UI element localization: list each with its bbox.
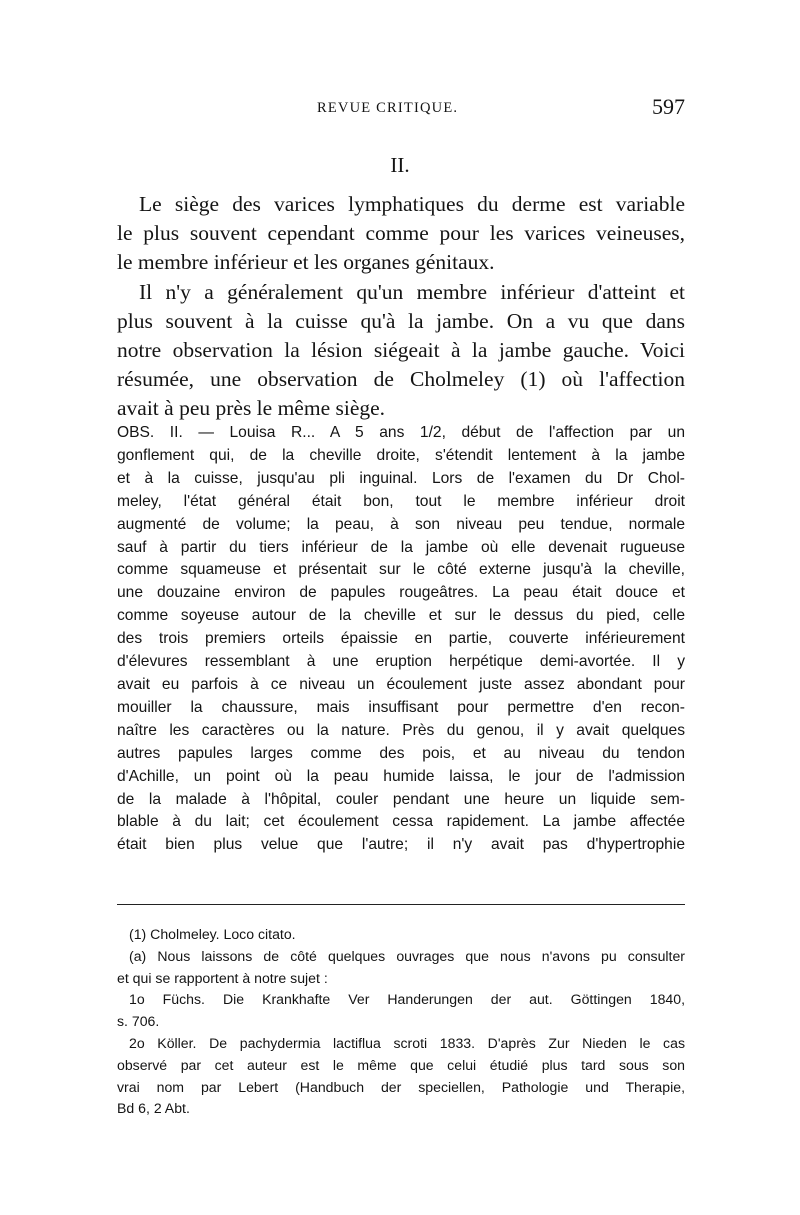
footnote-line: Bd 6, 2 Abt.	[117, 1100, 190, 1117]
body-line: Le siège des varices lymphatiques du derme est variable	[139, 192, 685, 216]
observation-line: avait eu parfois à ce niveau un écoulement juste assez abondant pour	[117, 675, 685, 693]
observation-line: comme squameuse et présentait sur le côté externe jusqu'à la cheville,	[117, 561, 685, 579]
observation-line: mouiller la chaussure, mais insuffisant pour permettre d'en recon-	[117, 698, 685, 716]
observation-line: naître les caractères ou la nature. Près du genou, il y avait quelques	[117, 721, 685, 739]
footnote-line: (a) Nous laissons de côté quelques ouvrages que nous n'avons pu consulter	[129, 947, 685, 964]
body-line: le plus souvent cependant comme pour les varices veineuses,	[117, 221, 685, 246]
observation-line: des trois premiers orteils épaissie en partie, couverte inférieurement	[117, 630, 685, 648]
body-line: le membre inférieur et les organes génitaux.	[117, 250, 495, 275]
body-line: avait à peu près le même siège.	[117, 396, 386, 421]
observation-line: OBS. II. — Louisa R... A 5 ans 1/2, début de l'affection par un	[117, 424, 685, 441]
observation-line: de la malade à l'hôpital, couler pendant une heure un liquide sem-	[117, 790, 685, 808]
observation-line: était bien plus velue que l'autre; il n'y avait pas d'hypertrophie	[117, 836, 685, 854]
observation-line: autres papules larges comme des pois, et au niveau du tendon	[117, 744, 685, 762]
body-line: plus souvent à la cuisse qu'à la jambe. On a vu que dans	[117, 308, 685, 333]
observation-line: meley, l'état général était bon, tout le membre inférieur droit	[117, 492, 685, 510]
page-number: 597	[652, 94, 685, 119]
footnote-line: (1) Cholmeley. Loco citato.	[129, 926, 296, 942]
footnote-separator	[117, 904, 685, 905]
observation-line: et à la cuisse, jusqu'au pli inguinal. Lors de l'examen du Dr Chol-	[117, 469, 685, 487]
observation-line: comme soyeuse autour de la cheville et sur le dessus du pied, celle	[117, 607, 685, 625]
observation-line: une douzaine environ de papules rougeâtres. La peau était douce et	[117, 584, 685, 602]
page-header	[117, 96, 685, 124]
observation-line: d'élevures ressemblant à une eruption herpétique demi-avortée. Il y	[117, 653, 685, 671]
footnote-line: vrai nom par Lebert (Handbuch der speciellen, Pathologie und Therapie,	[117, 1078, 685, 1095]
section-heading: II.	[390, 153, 410, 177]
footnote-line: s. 706.	[117, 1013, 160, 1030]
footnote-line: observé par cet auteur est le même que celui étudié plus tard sous son	[117, 1056, 685, 1073]
body-line: notre observation la lésion siégeait à la jambe gauche. Voici	[117, 338, 685, 363]
observation-line: d'Achille, un point où la peau humide laissa, le jour de l'admission	[117, 767, 685, 785]
running-head: REVUE CRITIQUE.	[317, 100, 459, 116]
body-line: résumée, une observation de Cholmeley (1) où l'affection	[117, 367, 685, 392]
observation-line: blable à du lait; cet écoulement cessa rapidement. La jambe affectée	[117, 813, 685, 831]
footnotes	[117, 924, 685, 1120]
observation-line: augmenté de volume; la peau, à son niveau peu tendue, normale	[117, 515, 685, 533]
observation-line: gonflement qui, de la cheville droite, s'étendit lentement à la jambe	[117, 446, 685, 464]
footnote-line: 1o Füchs. Die Krankhafte Ver Handerungen der aut. Göttingen 1840,	[129, 991, 685, 1008]
footnote-line: 2o Köller. De pachydermia lactiflua scroti 1833. D'après Zur Nieden le cas	[129, 1034, 685, 1051]
footnote-line: et qui se rapportent à notre sujet :	[117, 969, 328, 986]
observation-line: sauf à partir du tiers inférieur de la jambe où elle devenait rugueuse	[117, 538, 685, 556]
body-line: Il n'y a généralement qu'un membre inférieur d'atteint et	[139, 279, 685, 304]
main-paragraphs	[117, 190, 685, 424]
observation-paragraph	[117, 422, 685, 857]
